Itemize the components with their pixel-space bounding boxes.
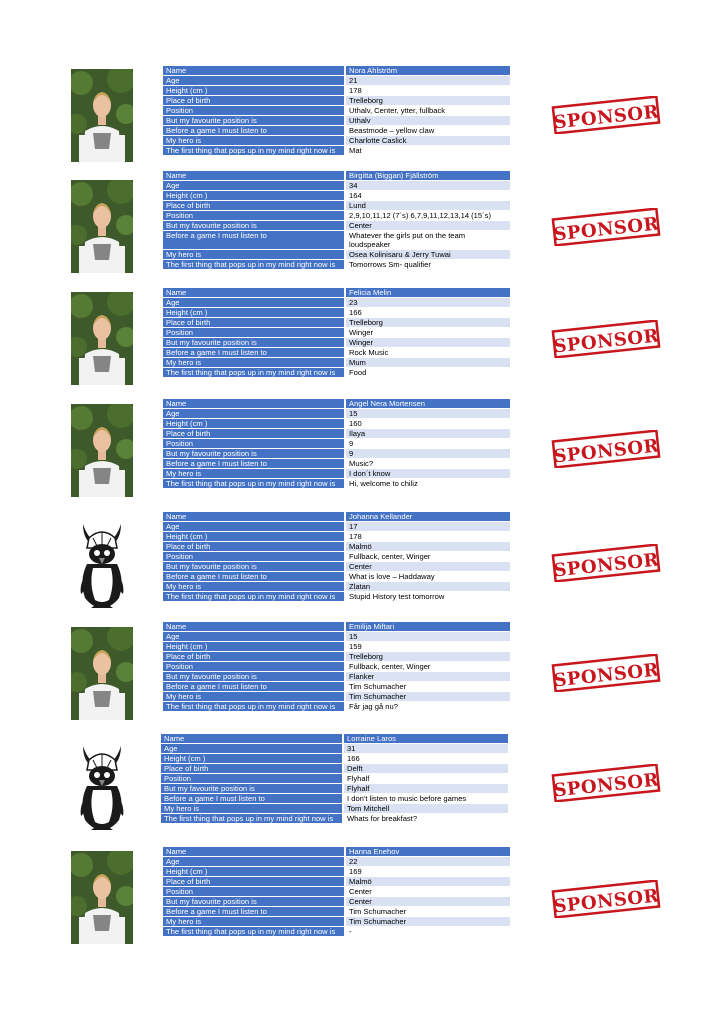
info-row-age — [163, 409, 510, 418]
position-label: Position — [163, 328, 344, 337]
age-label: Age — [163, 522, 344, 531]
hero-label: My hero is — [161, 804, 342, 813]
player-name-row — [163, 66, 510, 75]
info-row-height — [163, 191, 510, 200]
info-row-favourite — [163, 221, 510, 230]
info-row-height — [163, 308, 510, 317]
info-row-hero — [163, 358, 510, 367]
age-label: Age — [163, 632, 344, 641]
birth-label: Place of birth — [161, 764, 342, 773]
info-row-listen — [163, 682, 510, 691]
player-info-table — [161, 733, 508, 824]
favourite-value: Flanker — [344, 672, 510, 681]
position-value: 2,9,10,11,12 (7´s) 6,7,9,11,12,13,14 (15´s) — [344, 211, 510, 220]
hero-value: Osea Kolinisaru & Jerry Tuwai — [344, 250, 510, 259]
age-value: 34 — [344, 181, 510, 190]
info-row-listen — [163, 231, 510, 249]
birth-value: Delft — [342, 764, 508, 773]
info-row-birth — [163, 542, 510, 551]
position-value: Winger — [344, 328, 510, 337]
player-name-row — [163, 399, 510, 408]
listen-label: Before a game I must listen to — [163, 126, 344, 135]
sponsor-stamp — [550, 208, 662, 246]
info-row-hero — [163, 692, 510, 701]
info-row-favourite — [163, 672, 510, 681]
age-value: 31 — [342, 744, 508, 753]
position-label: Position — [163, 106, 344, 115]
player-name-row — [163, 847, 510, 856]
height-value: 166 — [342, 754, 508, 763]
penguin-mascot-image — [71, 518, 133, 611]
player-name-row — [163, 622, 510, 631]
position-value: Center — [344, 887, 510, 896]
player-info-table — [163, 511, 510, 602]
info-row-position — [163, 328, 510, 337]
player-name-row — [161, 734, 508, 743]
favourite-label: But my favourite position is — [163, 672, 344, 681]
hero-label: My hero is — [163, 250, 344, 259]
listen-label: Before a game I must listen to — [163, 348, 344, 357]
listen-value: What is love – Haddaway — [344, 572, 510, 581]
birth-label: Place of birth — [163, 318, 344, 327]
info-row-birth — [163, 429, 510, 438]
thought-label: The first thing that pops up in my mind right now is — [161, 814, 342, 823]
listen-label: Before a game I must listen to — [163, 907, 344, 916]
player-info-table — [163, 621, 510, 712]
height-value: 159 — [344, 642, 510, 651]
hero-value: Tim Schumacher — [344, 917, 510, 926]
favourite-label: But my favourite position is — [163, 449, 344, 458]
age-label: Age — [163, 409, 344, 418]
player-photo — [71, 851, 133, 944]
player-info-table — [163, 170, 510, 270]
thought-value: Food — [344, 368, 510, 377]
listen-label: Before a game I must listen to — [163, 682, 344, 691]
favourite-value: Uthalv — [344, 116, 510, 125]
player-photo — [71, 627, 133, 720]
height-label: Height (cm ) — [163, 308, 344, 317]
player-info-table — [163, 846, 510, 937]
info-row-birth — [163, 877, 510, 886]
sponsor-stamp — [550, 880, 662, 918]
age-label: Age — [161, 744, 342, 753]
thought-value: Får jag gå nu? — [344, 702, 510, 711]
info-row-favourite — [163, 897, 510, 906]
height-label: Height (cm ) — [163, 191, 344, 200]
sponsor-stamp — [550, 764, 662, 802]
age-value: 22 — [344, 857, 510, 866]
age-value: 21 — [344, 76, 510, 85]
info-row-thought — [163, 146, 510, 155]
height-value: 164 — [344, 191, 510, 200]
position-value: Uthalv, Center, ytter, fullback — [344, 106, 510, 115]
favourite-label: But my favourite position is — [163, 562, 344, 571]
thought-label: The first thing that pops up in my mind right now is — [163, 927, 344, 936]
listen-value: Tim Schumacher — [344, 907, 510, 916]
favourite-label: But my favourite position is — [163, 116, 344, 125]
svg-text:SPONSOR: SPONSOR — [552, 885, 660, 918]
age-value: 15 — [344, 409, 510, 418]
info-row-height — [161, 754, 508, 763]
birth-label: Place of birth — [163, 96, 344, 105]
position-label: Position — [163, 552, 344, 561]
info-row-birth — [163, 201, 510, 210]
player-name: Angel Nera Mortensen — [344, 399, 510, 408]
player-info-table — [163, 65, 510, 156]
thought-label: The first thing that pops up in my mind right now is — [163, 368, 344, 377]
name-label: Name — [163, 512, 344, 521]
height-value: 160 — [344, 419, 510, 428]
info-row-listen — [163, 348, 510, 357]
sponsor-stamp — [550, 430, 662, 468]
position-label: Position — [163, 439, 344, 448]
favourite-value: Center — [344, 897, 510, 906]
info-row-hero — [163, 582, 510, 591]
birth-value: Malmö — [344, 542, 510, 551]
info-row-birth — [163, 96, 510, 105]
thought-label: The first thing that pops up in my mind right now is — [163, 260, 344, 269]
age-value: 17 — [344, 522, 510, 531]
thought-value: - — [344, 927, 510, 936]
player-name: Nora Ahlström — [344, 66, 510, 75]
position-value: 9 — [344, 439, 510, 448]
position-value: Fullback, center, Winger — [344, 552, 510, 561]
listen-value: Whatever the girls put on the team loudspeaker — [344, 231, 510, 249]
svg-text:SPONSOR: SPONSOR — [552, 769, 660, 802]
height-value: 178 — [344, 532, 510, 541]
birth-value: Trelleborg — [344, 96, 510, 105]
height-value: 178 — [344, 86, 510, 95]
info-row-position — [161, 774, 508, 783]
position-label: Position — [161, 774, 342, 783]
birth-value: Malmö — [344, 877, 510, 886]
height-value: 169 — [344, 867, 510, 876]
height-label: Height (cm ) — [163, 532, 344, 541]
info-row-height — [163, 86, 510, 95]
info-row-hero — [163, 250, 510, 259]
info-row-age — [163, 76, 510, 85]
birth-value: Lund — [344, 201, 510, 210]
info-row-birth — [163, 652, 510, 661]
thought-value: Stupid History test tomorrow — [344, 592, 510, 601]
position-value: Flyhalf — [342, 774, 508, 783]
info-row-age — [163, 857, 510, 866]
info-row-listen — [163, 459, 510, 468]
svg-text:SPONSOR: SPONSOR — [552, 213, 660, 246]
hero-label: My hero is — [163, 469, 344, 478]
player-photo — [71, 404, 133, 497]
birth-label: Place of birth — [163, 201, 344, 210]
thought-label: The first thing that pops up in my mind right now is — [163, 702, 344, 711]
height-label: Height (cm ) — [163, 867, 344, 876]
info-row-favourite — [163, 116, 510, 125]
favourite-label: But my favourite position is — [163, 221, 344, 230]
info-row-hero — [163, 136, 510, 145]
position-label: Position — [163, 211, 344, 220]
listen-label: Before a game I must listen to — [163, 572, 344, 581]
player-name-row — [163, 288, 510, 297]
info-row-height — [163, 419, 510, 428]
height-label: Height (cm ) — [163, 419, 344, 428]
svg-text:SPONSOR: SPONSOR — [552, 101, 660, 134]
name-label: Name — [163, 622, 344, 631]
info-row-thought — [163, 702, 510, 711]
info-row-thought — [163, 592, 510, 601]
birth-value: Trelleborg — [344, 318, 510, 327]
info-row-height — [163, 642, 510, 651]
hero-value: Tom Mitchell — [342, 804, 508, 813]
thought-label: The first thing that pops up in my mind right now is — [163, 479, 344, 488]
age-value: 23 — [344, 298, 510, 307]
player-name: Birgitta (Biggan) Fjällström — [344, 171, 510, 180]
info-row-position — [163, 439, 510, 448]
sponsor-stamp — [550, 544, 662, 582]
hero-value: Charlotte Caslick — [344, 136, 510, 145]
hero-value: Tim Schumacher — [344, 692, 510, 701]
favourite-value: Flyhalf — [342, 784, 508, 793]
penguin-mascot-image — [71, 740, 133, 833]
position-label: Position — [163, 887, 344, 896]
player-name: Lorraine Laros — [342, 734, 508, 743]
name-label: Name — [163, 288, 344, 297]
favourite-value: Center — [344, 562, 510, 571]
hero-value: Zlatan — [344, 582, 510, 591]
birth-label: Place of birth — [163, 429, 344, 438]
hero-value: I don´t know — [344, 469, 510, 478]
info-row-position — [163, 106, 510, 115]
info-row-listen — [163, 907, 510, 916]
birth-value: Trelleborg — [344, 652, 510, 661]
hero-label: My hero is — [163, 136, 344, 145]
name-label: Name — [163, 66, 344, 75]
hero-value: Mum — [344, 358, 510, 367]
height-label: Height (cm ) — [163, 642, 344, 651]
info-row-listen — [163, 572, 510, 581]
info-row-favourite — [163, 562, 510, 571]
thought-value: Mat — [344, 146, 510, 155]
info-row-position — [163, 552, 510, 561]
info-row-position — [163, 211, 510, 220]
age-label: Age — [163, 181, 344, 190]
info-row-birth — [161, 764, 508, 773]
sponsor-stamp — [550, 320, 662, 358]
info-row-thought — [161, 814, 508, 823]
age-label: Age — [163, 857, 344, 866]
name-label: Name — [163, 399, 344, 408]
sponsor-stamp — [550, 96, 662, 134]
player-photo — [71, 180, 133, 273]
thought-label: The first thing that pops up in my mind right now is — [163, 592, 344, 601]
info-row-favourite — [163, 338, 510, 347]
thought-value: Whats for breakfast? — [342, 814, 508, 823]
listen-label: Before a game I must listen to — [163, 231, 344, 249]
age-label: Age — [163, 76, 344, 85]
age-label: Age — [163, 298, 344, 307]
hero-label: My hero is — [163, 582, 344, 591]
listen-value: Rock Music — [344, 348, 510, 357]
birth-label: Place of birth — [163, 877, 344, 886]
position-value: Fullback, center, Winger — [344, 662, 510, 671]
info-row-age — [163, 522, 510, 531]
thought-value: Tomorrows Sm- qualifier — [344, 260, 510, 269]
favourite-value: Winger — [344, 338, 510, 347]
hero-label: My hero is — [163, 692, 344, 701]
player-name: Emilija Miftari — [344, 622, 510, 631]
info-row-birth — [163, 318, 510, 327]
info-row-favourite — [163, 449, 510, 458]
player-name-row — [163, 512, 510, 521]
thought-label: The first thing that pops up in my mind right now is — [163, 146, 344, 155]
svg-text:SPONSOR: SPONSOR — [552, 659, 660, 692]
player-photo — [71, 69, 133, 162]
favourite-value: Center — [344, 221, 510, 230]
age-value: 15 — [344, 632, 510, 641]
player-name-row — [163, 171, 510, 180]
name-label: Name — [163, 847, 344, 856]
birth-label: Place of birth — [163, 652, 344, 661]
info-row-favourite — [161, 784, 508, 793]
name-label: Name — [161, 734, 342, 743]
info-row-position — [163, 662, 510, 671]
info-row-age — [161, 744, 508, 753]
listen-label: Before a game I must listen to — [163, 459, 344, 468]
info-row-hero — [163, 917, 510, 926]
player-name: Johanna Kellander — [344, 512, 510, 521]
svg-text:SPONSOR: SPONSOR — [552, 435, 660, 468]
info-row-position — [163, 887, 510, 896]
player-info-table — [163, 287, 510, 378]
info-row-thought — [163, 368, 510, 377]
listen-value: Beastmode – yellow claw — [344, 126, 510, 135]
thought-value: Hi, welcome to chiliz — [344, 479, 510, 488]
favourite-label: But my favourite position is — [163, 338, 344, 347]
info-row-age — [163, 181, 510, 190]
hero-label: My hero is — [163, 358, 344, 367]
height-label: Height (cm ) — [163, 86, 344, 95]
listen-label: Before a game I must listen to — [161, 794, 342, 803]
position-label: Position — [163, 662, 344, 671]
listen-value: Tim Schumacher — [344, 682, 510, 691]
player-name: Felicia Melin — [344, 288, 510, 297]
player-name: Hanna Enehov — [344, 847, 510, 856]
info-row-age — [163, 632, 510, 641]
hero-label: My hero is — [163, 917, 344, 926]
player-info-table — [163, 398, 510, 489]
birth-label: Place of birth — [163, 542, 344, 551]
info-row-hero — [161, 804, 508, 813]
listen-value: Music? — [344, 459, 510, 468]
info-row-age — [163, 298, 510, 307]
info-row-height — [163, 532, 510, 541]
birth-value: Ilaya — [344, 429, 510, 438]
player-photo — [71, 292, 133, 385]
name-label: Name — [163, 171, 344, 180]
info-row-thought — [163, 479, 510, 488]
info-row-listen — [161, 794, 508, 803]
sponsor-stamp — [550, 654, 662, 692]
height-value: 166 — [344, 308, 510, 317]
info-row-hero — [163, 469, 510, 478]
info-row-thought — [163, 260, 510, 269]
height-label: Height (cm ) — [161, 754, 342, 763]
svg-text:SPONSOR: SPONSOR — [552, 325, 660, 358]
svg-text:SPONSOR: SPONSOR — [552, 549, 660, 582]
listen-value: I don't listen to music before games — [342, 794, 508, 803]
info-row-thought — [163, 927, 510, 936]
favourite-value: 9 — [344, 449, 510, 458]
info-row-listen — [163, 126, 510, 135]
info-row-height — [163, 867, 510, 876]
favourite-label: But my favourite position is — [161, 784, 342, 793]
favourite-label: But my favourite position is — [163, 897, 344, 906]
